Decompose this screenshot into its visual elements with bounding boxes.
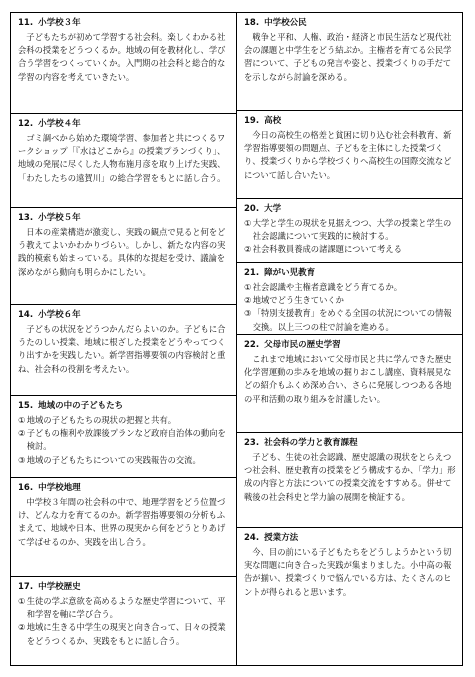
section-body [244, 129, 456, 182]
section-title [18, 17, 230, 29]
section-title [244, 339, 456, 351]
section-number: 18. [244, 18, 260, 28]
section-body [18, 132, 230, 185]
section-body [18, 31, 230, 84]
section-paragraph: 子ども、生徒の社会認識、歴史認識の現状をとらえつつ社会科、歴史教育の授業をどう構成するか、「学力」形成の内容と方法についての授業交流をすすめる。併せて戦後の社会科史と学力論の展開を検証する。 [244, 452, 456, 502]
section-body [244, 217, 456, 257]
list-marker: ① [244, 282, 252, 292]
list-marker: ① [18, 415, 26, 425]
section-number: 15. [18, 401, 34, 411]
section-number: 20. [244, 204, 260, 214]
section-title-text: 中学校地理 [38, 483, 81, 493]
section-body [244, 31, 456, 84]
section-paragraph: ゴミ調べから始めた環境学習、参加者と共につくるワークショップ「『水はどこから』の授業プランづくり」、地域の発展に尽くした人物布施月彦を取り上げた実践、「わたしたちの遠賀川」の総合学習をもとに話し合う。 [18, 133, 226, 183]
list-item-text: 社会科教員養成の諸課題について考える [252, 244, 402, 255]
section-title-text: 小学校４年 [38, 119, 81, 129]
section-paragraph: 今日の高校生の格差と貧困に切り込む社会科教育、新学習指導要領の問題点、子どもを主体にした授業づくり、授業づくりから学校づくりへ高校生の国際交流などについて話し合いたい。 [244, 130, 452, 180]
section-paragraph: 今、目の前にいる子どもたちをどうしようかという切実な問題に向き合った実践が集まりました。小中高の報告が揃い、授業づくりで悩んでいる方は、たくさんのヒントが得られると思います。 [244, 547, 452, 597]
section-number: 13. [18, 213, 34, 223]
list-item [18, 454, 230, 467]
section-number: 17. [18, 582, 34, 592]
section-11 [11, 13, 236, 114]
section-title-text: 授業方法 [264, 533, 299, 543]
section-body [244, 546, 456, 599]
list-item-text: 地域でどう生きていくか [252, 295, 344, 306]
list-marker: ③ [244, 308, 252, 319]
section-number: 21. [244, 268, 260, 278]
section-title-text: 地域の中の子どもたち [38, 401, 124, 411]
section-title-text: 高校 [264, 116, 282, 126]
subcommittee-list [10, 12, 463, 666]
section-paragraph: 子どもの状況をどうつかんだらよいのか。子どもに合うたのしい授業、地域に根ざした授業をどうやってつくり出すかを実践したい。新学習指導要領の内容検討と重ね、社会科の役割を考えたい。 [18, 324, 226, 374]
list-item [18, 414, 230, 427]
list-marker: ② [244, 244, 252, 255]
section-15 [11, 396, 236, 478]
section-body [244, 353, 456, 406]
list-item-text: 地域の子どもたちについての実践報告の交流。 [26, 454, 201, 465]
list-item-text: 大学と学生の現状を見据えつつ、大学の授業と学生の社会認識について実践的に検討する。 [252, 218, 452, 242]
section-title-text: 小学校５年 [38, 213, 81, 223]
list-item [244, 281, 456, 294]
section-title [18, 118, 230, 130]
section-title-text: 中学校公民 [264, 18, 307, 28]
section-title [244, 203, 456, 215]
list-item-text: 生徒の学ぶ意欲を高めるような歴史学習について、平和学習を軸に学び合う。 [26, 596, 226, 620]
section-paragraph: これまで地域において父母市民と共に学んできた歴史化学習運動の歩みを地域の掘りおこし講座、資料展見などの紹介もふくめ深め合い、さらに発展しつつある各地の平和活動の取り組みを討議したい。 [244, 354, 452, 404]
right-column [237, 13, 462, 665]
section-19 [237, 111, 462, 199]
list-marker: ③ [18, 454, 26, 465]
section-body [18, 496, 230, 549]
section-title [18, 212, 230, 224]
section-number: 19. [244, 116, 260, 126]
section-title [244, 115, 456, 127]
list-item [244, 217, 456, 243]
section-title [18, 309, 230, 321]
section-title [244, 267, 456, 279]
list-item-text: 地域に生きる中学生の現実と向き合って、日々の授業をどうつくるか、実践をもとに話し合う。 [26, 622, 226, 646]
section-number: 16. [18, 483, 34, 493]
section-title [244, 17, 456, 29]
section-22 [237, 335, 462, 433]
list-item [244, 294, 456, 307]
section-number: 12. [18, 119, 34, 129]
section-paragraph: 戦争と平和、人権、政治・経済と市民生活など現代社会の課題と中学生をどう結ぶか。主権者を育てる公民学習について、子どもの発言や姿と、授業づくりの手だてを示しながら討論を深める。 [244, 32, 452, 82]
list-item [18, 427, 230, 453]
section-number: 11. [18, 18, 34, 28]
section-paragraph: 子どもたちが初めて学習する社会科。楽しくわかる社会科の授業をどうつくるか。地域の何を教材化し、学び合う学習をつくっていくか。入門期の社会科と総合的な学習の内容を考えていきたい。 [18, 32, 226, 82]
section-14 [11, 305, 236, 396]
list-item-text: 社会認識や主権者意識をどう育てるか。 [252, 282, 403, 292]
section-body [18, 595, 230, 648]
section-body [244, 451, 456, 504]
section-body [18, 323, 230, 376]
section-title-text: 小学校３年 [38, 18, 81, 28]
list-marker: ① [244, 218, 252, 228]
section-number: 14. [18, 310, 34, 320]
list-marker: ② [244, 295, 252, 306]
section-20 [237, 199, 462, 263]
section-23 [237, 433, 462, 528]
left-column [11, 13, 237, 665]
section-title [244, 437, 456, 449]
section-title [18, 400, 230, 412]
section-title [18, 581, 230, 593]
section-13 [11, 208, 236, 305]
section-title-text: 中学校歴史 [38, 582, 81, 592]
list-item-text: 「特別支援教育」をめぐる全国の状況についての情報交換。以上三つの柱で討論を進める。 [252, 308, 452, 332]
list-item-text: 地域の子どもたちの現状の把握と共有。 [26, 415, 177, 425]
section-18 [237, 13, 462, 111]
list-item [18, 595, 230, 621]
section-body [18, 414, 230, 467]
list-marker: ② [18, 428, 26, 439]
section-title-text: 父母市民の歴史学習 [264, 340, 341, 350]
list-marker: ① [18, 596, 26, 606]
section-paragraph: 日本の産業構造が激変し、実践の観点で見ると何をどう教えてよいかわかりづらい。しかし、新たな内容の実践的模索も始まっている。具体的な提起を受け、議論を深めながら動向も明らかにしたい。 [18, 227, 226, 277]
section-title-text: 社会科の学力と教育課程 [264, 438, 358, 448]
list-item [18, 621, 230, 647]
section-12 [11, 114, 236, 208]
section-title-text: 障がい児教育 [264, 268, 316, 278]
section-24 [237, 528, 462, 665]
section-body [18, 226, 230, 279]
section-number: 22. [244, 340, 260, 350]
list-item-text: 子どもの権利や放課後プランなど政府自治体の動向を検討。 [26, 428, 226, 452]
section-body [244, 281, 456, 334]
list-marker: ② [18, 622, 26, 633]
section-title-text: 大学 [264, 204, 282, 214]
section-21 [237, 263, 462, 335]
section-number: 23. [244, 438, 260, 448]
section-16 [11, 478, 236, 577]
section-title [18, 482, 230, 494]
list-item [244, 307, 456, 333]
section-paragraph: 中学校３年間の社会科の中で、地理学習をどう位置づけ、どんな力を育てるのか。新学習指導要領の分析もふまえて、地域や日本、世界の現実から何をどうとりあげて学ばせるのか、実践を出し合う。 [18, 497, 226, 547]
section-title [244, 532, 456, 544]
section-title-text: 小学校６年 [38, 310, 81, 320]
section-number: 24. [244, 533, 260, 543]
section-17 [11, 577, 236, 665]
list-item [244, 243, 456, 256]
